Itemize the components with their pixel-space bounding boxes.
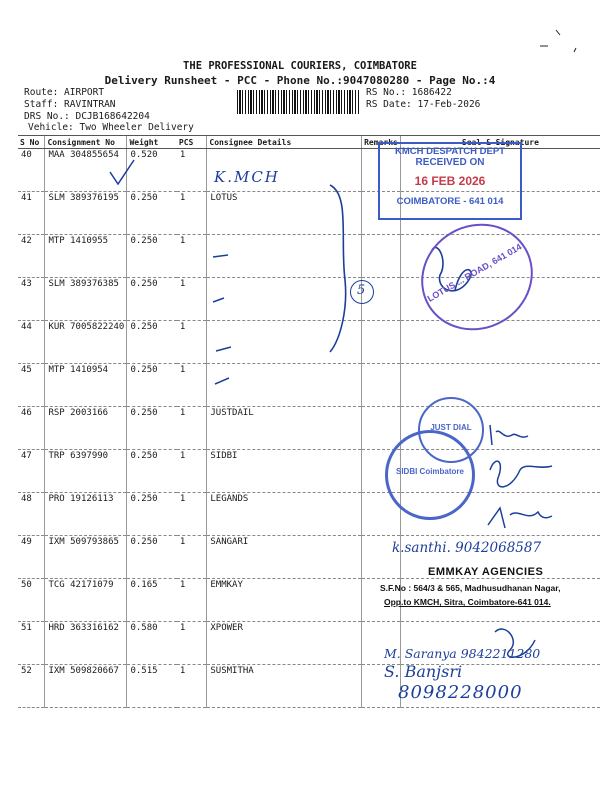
col-pcs: PCS: [177, 136, 207, 149]
pcs: 1: [177, 278, 207, 321]
weight: 0.250: [127, 536, 177, 579]
staff-label: Staff: RAVINTRAN: [24, 99, 116, 110]
col-remarks: Remarks: [362, 136, 401, 149]
stamp-line: RECEIVED ON: [415, 157, 485, 168]
weight: 0.520: [127, 149, 177, 192]
sno: 52: [18, 665, 45, 708]
col-consignment: Consignment No: [45, 136, 127, 149]
pcs: 1: [177, 665, 207, 708]
consignee: SANGARI: [207, 536, 362, 579]
route-label: Route: AIRPORT: [24, 87, 105, 98]
consignee: LOTUS: [207, 192, 362, 235]
tick-mark: [110, 160, 134, 184]
weight: 0.515: [127, 665, 177, 708]
seal-text: SIDBI Coimbatore: [395, 467, 464, 476]
weight: 0.250: [127, 192, 177, 235]
dash-mark: [215, 378, 229, 384]
col-weight: Weight: [127, 136, 177, 149]
pcs: 1: [177, 493, 207, 536]
consignment-no: MTP 1410955: [45, 235, 127, 278]
sno: 44: [18, 321, 45, 364]
col-seal: Seal & Signature: [400, 136, 600, 149]
signature-scribble: [490, 461, 552, 487]
weight: 0.250: [127, 235, 177, 278]
pcs: 1: [177, 536, 207, 579]
pcs: 1: [177, 149, 207, 192]
rs-number: RS No.: 1686422: [366, 87, 452, 98]
emmkay-stamp-title: EMMKAY AGENCIES: [428, 566, 544, 578]
seal-text: JUST DIAL: [430, 423, 472, 432]
emmkay-stamp-address: S.F.No : 564/3 & 565, Madhusudhanan Nagar,: [380, 583, 561, 593]
consignment-no: PRO 19126113: [45, 493, 127, 536]
consignee: XPOWER: [207, 622, 362, 665]
sidbi-seal: [385, 430, 475, 520]
consignment-no: TRP 6397990: [45, 450, 127, 493]
seal-text: LOTUS ... ROAD, 641 014: [425, 241, 524, 304]
kmch-received-stamp: [378, 142, 522, 220]
consignee: LEGANDS: [207, 493, 362, 536]
handwritten-line: 8098228000: [398, 682, 523, 703]
consignment-no: IXM 509793865: [45, 536, 127, 579]
consignment-no: MAA 304855654: [45, 149, 127, 192]
stamp-date: 16 FEB 2026: [414, 174, 486, 188]
stray-mark: [540, 30, 576, 52]
pcs: 1: [177, 235, 207, 278]
signature-scribble: [490, 425, 528, 445]
consignment-no: KUR 7005822240: [45, 321, 127, 364]
weight: 0.250: [127, 278, 177, 321]
sno: 46: [18, 407, 45, 450]
sno: 51: [18, 622, 45, 665]
runsheet-title: Delivery Runsheet - PCC - Phone No.:9047080280 - Page No.:4: [104, 74, 496, 87]
consignment-no: IXM 509820667: [45, 665, 127, 708]
sno: 40: [18, 149, 45, 192]
sno: 45: [18, 364, 45, 407]
circled-number: 5: [357, 283, 366, 298]
pcs: 1: [177, 192, 207, 235]
weight: 0.250: [127, 407, 177, 450]
col-sno: S No: [18, 136, 45, 149]
sno: 49: [18, 536, 45, 579]
sno: 48: [18, 493, 45, 536]
handwritten-line: M. Saranya 9842211280: [384, 646, 541, 661]
stamp-line: COIMBATORE - 641 014: [396, 196, 504, 207]
consignee: SIDBI: [207, 450, 362, 493]
drs-label: DRS No.: DCJB168642204: [24, 111, 150, 122]
brace-mark: [330, 185, 346, 352]
consignment-no: MTP 1410954: [45, 364, 127, 407]
pcs: 1: [177, 407, 207, 450]
weight: 0.250: [127, 493, 177, 536]
consignment-no: TCG 42171079: [45, 579, 127, 622]
sno: 47: [18, 450, 45, 493]
dash-mark: [216, 347, 231, 351]
handwritten-name: K.MCH: [214, 168, 280, 186]
dash-mark: [213, 298, 224, 302]
sno: 43: [18, 278, 45, 321]
weight: 0.165: [127, 579, 177, 622]
sno: 50: [18, 579, 45, 622]
vehicle-label: Vehicle: Two Wheeler Delivery: [28, 122, 194, 133]
sno: 42: [18, 235, 45, 278]
weight: 0.580: [127, 622, 177, 665]
pcs: 1: [177, 579, 207, 622]
weight: 0.250: [127, 450, 177, 493]
consignee: EMMKAY: [207, 579, 362, 622]
handwritten-phone: k.santhi. 9042068587: [392, 540, 542, 556]
consignee: SUSMITHA: [207, 665, 362, 708]
dash-mark: [213, 255, 228, 257]
rs-date: RS Date: 17-Feb-2026: [366, 99, 481, 110]
pcs: 1: [177, 321, 207, 364]
col-consignee: Consignee Details: [207, 136, 362, 149]
consignment-no: SLM 389376195: [45, 192, 127, 235]
signature-scribble: [488, 508, 552, 528]
weight: 0.250: [127, 364, 177, 407]
pcs: 1: [177, 622, 207, 665]
pcs: 1: [177, 364, 207, 407]
pcs: 1: [177, 450, 207, 493]
handwritten-line: S. Banjsri: [384, 662, 463, 681]
consignment-no: SLM 389376385: [45, 278, 127, 321]
sno: 41: [18, 192, 45, 235]
stamp-line: KMCH DESPATCH DEPT: [395, 146, 505, 157]
consignee: JUSTDAIL: [207, 407, 362, 450]
emmkay-stamp-address: Opp.to KMCH, Sitra, Coimbatore-641 014.: [384, 597, 551, 607]
weight: 0.250: [127, 321, 177, 364]
company-title: THE PROFESSIONAL COURIERS, COIMBATORE: [183, 60, 417, 72]
consignment-no: RSP 2003166: [45, 407, 127, 450]
consignment-no: HRD 363316162: [45, 622, 127, 665]
